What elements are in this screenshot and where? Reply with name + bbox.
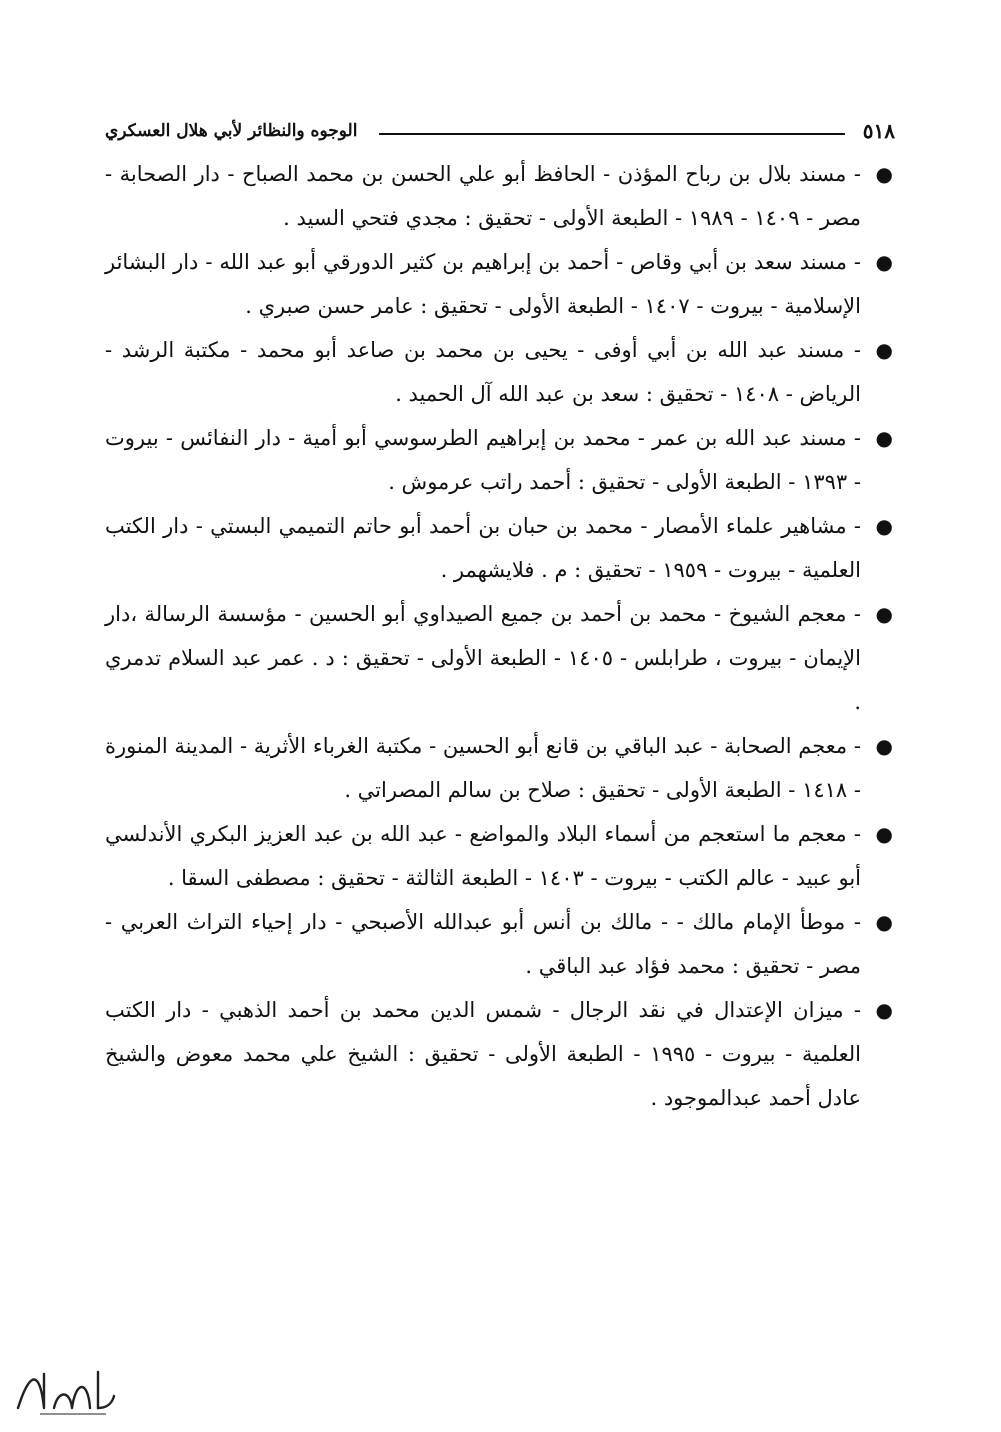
bullet-icon: ● <box>875 514 893 538</box>
bullet-icon: ● <box>875 734 893 758</box>
entry-text: - معجم الصحابة - عبد الباقي بن قانع أبو الحسين - مكتبة الغرباء الأثرية - المدينة المنورة - ١٤١٨ - الطبعة الأولى - تحقيق : صلاح بن سالم المصراتي . <box>105 734 861 802</box>
page-number: ٥١٨ <box>862 119 895 143</box>
bullet-icon: ● <box>875 822 893 846</box>
running-title: الوجوه والنظائر لأبي هلال العسكري <box>105 121 358 141</box>
bullet-icon: ● <box>875 426 893 450</box>
entry-text: - مسند عبد الله بن أبي أوفى - يحيى بن محمد بن صاعد أبو محمد - مكتبة الرشد - الرياض - ١٤٠٨ - تحقيق : سعد بن عبد الله آل الحميد . <box>105 338 861 406</box>
bibliography-entry <box>105 152 895 240</box>
bullet-icon: ● <box>875 602 893 626</box>
bullet-icon: ● <box>875 250 893 274</box>
entry-text: - معجم الشيوخ - محمد بن أحمد بن جميع الصيداوي أبو الحسين - مؤسسة الرسالة ،دار الإيمان - بيروت ، طرابلس - ١٤٠٥ - الطبعة الأولى - تحقيق : د . عمر عبد السلام تدمري . <box>105 602 861 714</box>
entry-text: - ميزان الإعتدال في نقد الرجال - شمس الدين محمد بن أحمد الذهبي - دار الكتب العلمية - بيروت - ١٩٩٥ - الطبعة الأولى - تحقيق : الشيخ علي محمد معوض والشيخ عادل أحمد عبدالموجود . <box>105 998 862 1110</box>
bibliography-entry <box>105 328 895 416</box>
entry-text: - مسند سعد بن أبي وقاص - أحمد بن إبراهيم بن كثير الدورقي أبو عبد الله - دار البشائر الإسلامية - بيروت - ١٤٠٧ - الطبعة الأولى - تحقيق : عامر حسن صبري . <box>105 250 861 318</box>
entry-text: - مسند بلال بن رباح المؤذن - الحافظ أبو علي الحسن بن محمد الصباح - دار الصحابة - مصر - ١٤٠٩ - ١٩٨٩ - الطبعة الأولى - تحقيق : مجدي فتحي السيد . <box>105 162 861 230</box>
entry-text: - مشاهير علماء الأمصار - محمد بن حبان بن أحمد أبو حاتم التميمي البستي - دار الكتب العلمية - بيروت - ١٩٥٩ - تحقيق : م . فلايشهمر . <box>105 514 861 582</box>
bullet-icon: ● <box>875 998 893 1022</box>
entry-text: - معجم ما استعجم من أسماء البلاد والمواضع - عبد الله بن عبد العزيز البكري الأندلسي أبو عبيد - عالم الكتب - بيروت - ١٤٠٣ - الطبعة الثالثة - تحقيق : مصطفى السقا . <box>105 822 861 890</box>
bibliography-entry <box>105 812 895 900</box>
bibliography-entry <box>105 900 895 988</box>
bibliography-entry <box>105 988 895 1120</box>
header-rule <box>379 133 844 135</box>
bullet-icon: ● <box>875 910 893 934</box>
bullet-icon: ● <box>875 338 893 362</box>
bibliography-entry <box>105 240 895 328</box>
bibliography-entry <box>105 416 895 504</box>
page <box>105 110 895 1120</box>
bibliography-list <box>105 152 895 1120</box>
bibliography-entry <box>105 592 895 724</box>
bullet-icon: ● <box>875 162 893 186</box>
entry-text: - موطأ الإمام مالك - - مالك بن أنس أبو عبدالله الأصبحي - دار إحياء التراث العربي - مصر - تحقيق : محمد فؤاد عبد الباقي . <box>105 910 861 978</box>
entry-text: - مسند عبد الله بن عمر - محمد بن إبراهيم الطرسوسي أبو أمية - دار النفائس - بيروت - ١٣٩٣ - الطبعة الأولى - تحقيق : أحمد راتب عرموش . <box>105 426 861 494</box>
library-seal-icon <box>10 1360 120 1420</box>
page-header <box>105 110 895 152</box>
bibliography-entry <box>105 724 895 812</box>
bibliography-entry <box>105 504 895 592</box>
